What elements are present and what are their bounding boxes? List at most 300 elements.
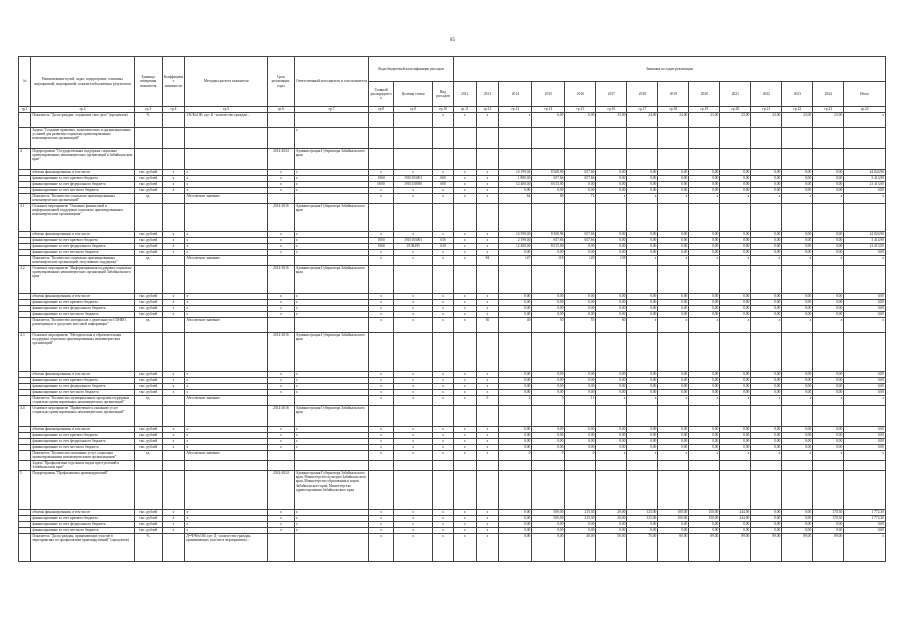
table-cell: x (267, 390, 294, 396)
col-coef: Коэффициент значимости (162, 57, 185, 107)
table-cell: x (185, 384, 268, 390)
table-cell: 2014-2016 (267, 406, 294, 427)
table-cell (689, 149, 720, 170)
table-cell: 0,00 (532, 433, 565, 439)
table-cell (476, 471, 499, 510)
table-cell (453, 204, 476, 232)
table-cell: 0,00 (499, 250, 532, 256)
table-cell: 89,00 (813, 534, 844, 562)
table-cell: x (185, 312, 268, 318)
table-cell: 0,00 (565, 390, 596, 396)
table-cell: x (433, 384, 454, 390)
table-cell: тыс. рублей (134, 170, 162, 176)
table-cell: 0,00 (499, 294, 532, 300)
table-row (19, 113, 886, 128)
table-cell: x (294, 244, 368, 250)
table-cell: x (185, 522, 268, 528)
table-cell: x (433, 378, 454, 384)
table-cell (433, 149, 454, 170)
table-cell (267, 534, 294, 562)
col-year-2015: 2015 (532, 82, 565, 107)
table-cell (134, 333, 162, 372)
table-cell: x (453, 427, 476, 433)
table-cell: 0,00 (658, 188, 689, 194)
table-cell: 0,00 (596, 170, 627, 176)
table-cell: объемы финансирования, в том числе (31, 372, 134, 378)
table-cell (658, 471, 689, 510)
table-cell: x (267, 300, 294, 306)
table-cell: x (627, 256, 658, 266)
table-cell (185, 471, 268, 510)
table-cell: Абсолютное значение (185, 194, 268, 204)
table-cell: 0,00 (720, 522, 751, 528)
table-cell: 0,00 (813, 522, 844, 528)
table-cell: 170,30 (813, 510, 844, 516)
table-cell: 0,00 (689, 176, 720, 182)
table-cell (393, 149, 432, 170)
table-cell: 0,00 (499, 510, 532, 516)
table-cell (844, 471, 886, 510)
table-cell: 0,00 (751, 244, 782, 250)
table-cell: 0,00 (532, 250, 565, 256)
table-cell (453, 128, 476, 149)
table-cell: x (267, 439, 294, 445)
table-row (19, 471, 886, 510)
table-cell: x (267, 445, 294, 451)
table-header (19, 57, 886, 107)
table-cell: x (267, 170, 294, 176)
table-cell: 0,00 (658, 250, 689, 256)
table-cell (844, 266, 886, 294)
table-cell: 1060 (369, 176, 394, 182)
table-cell: x (453, 312, 476, 318)
column-number-cell: гр.19 (689, 107, 720, 113)
table-cell: Администрация Губернатора Забайкальского края (294, 149, 368, 170)
table-cell: x (369, 378, 394, 384)
table-cell: x (162, 439, 185, 445)
table-cell: x (393, 170, 432, 176)
table-cell (844, 406, 886, 427)
table-cell (844, 204, 886, 232)
table-cell: x (267, 510, 294, 516)
table-cell: x (751, 318, 782, 333)
table-cell: x (369, 384, 394, 390)
table-cell (751, 471, 782, 510)
table-cell: x (476, 182, 499, 188)
table-cell: 0,00 (565, 182, 596, 188)
table-cell: 0,00 (627, 170, 658, 176)
table-cell (658, 266, 689, 294)
table-cell: Задача "Профилактика отдельных видов преступлений в Забайкальском крае" (31, 461, 134, 471)
table-cell (658, 406, 689, 427)
table-cell: 657,66 (532, 238, 565, 244)
table-cell: x (720, 318, 751, 333)
table-cell (596, 333, 627, 372)
table-cell: 0,00 (596, 188, 627, 194)
table-cell: 0 (499, 451, 532, 461)
table-cell: x (267, 384, 294, 390)
table-cell: 4.3 (19, 333, 31, 372)
table-cell: x (162, 232, 185, 238)
table-cell: 0,00 (782, 378, 813, 384)
table-cell: ед. (134, 396, 162, 406)
table-cell: 0,00 (751, 300, 782, 306)
table-cell (267, 451, 294, 461)
table-cell (185, 333, 268, 372)
table-cell: x (162, 372, 185, 378)
table-cell: 0,00 (596, 306, 627, 312)
table-cell: x (393, 433, 432, 439)
col-year-2013: 2013 (476, 82, 499, 107)
table-cell (565, 333, 596, 372)
table-cell: 0,00 (596, 312, 627, 318)
table-cell: 125,00 (627, 516, 658, 522)
table-cell (433, 471, 454, 510)
table-cell: x (433, 294, 454, 300)
table-cell: x (267, 232, 294, 238)
col-year-2021: 2021 (720, 82, 751, 107)
table-cell: 0 (532, 451, 565, 461)
table-cell: 0,00 (596, 244, 627, 250)
table-cell: 0,00 (689, 372, 720, 378)
table-cell: x (393, 427, 432, 433)
table-cell: 500,00 (532, 516, 565, 522)
table-cell (565, 128, 596, 149)
table-cell: 0,00 (689, 250, 720, 256)
table-cell: x (267, 372, 294, 378)
table-cell: x (162, 300, 185, 306)
table-cell: x (294, 300, 368, 306)
table-cell: x (476, 534, 499, 562)
table-cell: x (294, 378, 368, 384)
table-cell: 0,00 (532, 188, 565, 194)
table-cell: 0,00 (782, 244, 813, 250)
table-cell: x (393, 384, 432, 390)
table-cell: 8 568,96 (532, 170, 565, 176)
table-cell: 0,00 (499, 378, 532, 384)
table-cell: x (369, 232, 394, 238)
table-cell (267, 128, 294, 149)
table-cell: x (267, 238, 294, 244)
col-method: Методика расчета показателя (185, 57, 268, 107)
table-cell: 0,00 (627, 188, 658, 194)
table-cell: 0,00 (499, 306, 532, 312)
table-cell (19, 534, 31, 562)
table-cell (565, 149, 596, 170)
table-cell: 0,00 (782, 250, 813, 256)
table-cell: 0,00 (751, 516, 782, 522)
table-cell: Подпрограмма "Государственная поддержка социально ориентированных некоммерческих организаций в Забайкальском крае" (31, 149, 134, 170)
table-cell: x (369, 516, 394, 522)
column-number-cell: гр.3 (134, 107, 162, 113)
table-cell (689, 461, 720, 471)
table-cell: x (267, 176, 294, 182)
table-cell: 0,00 (720, 439, 751, 445)
table-cell: 0,00 (720, 244, 751, 250)
table-cell: 0,00 (813, 238, 844, 244)
table-cell: 0,00 (627, 312, 658, 318)
table-cell: 0,00 (844, 300, 886, 306)
table-cell: 0,00 (720, 182, 751, 188)
table-cell: x (751, 451, 782, 461)
table-cell: x (476, 244, 499, 250)
table-cell: x (782, 396, 813, 406)
table-cell: 0,00 (782, 384, 813, 390)
program-table-sheet (18, 56, 886, 562)
table-cell: 0,00 (658, 238, 689, 244)
table-cell: финансирование за счет местного бюджета (31, 250, 134, 256)
table-cell: x (185, 176, 268, 182)
table-cell: x (185, 182, 268, 188)
table-cell: 0,00 (720, 433, 751, 439)
table-cell (565, 461, 596, 471)
table-cell: тыс. рублей (134, 439, 162, 445)
table-cell: 0,00 (751, 384, 782, 390)
table-cell (433, 266, 454, 294)
table-cell: x (267, 294, 294, 300)
table-cell (813, 333, 844, 372)
table-cell (369, 406, 394, 427)
table-cell: 120 (565, 256, 596, 266)
table-cell: 25,00 (596, 113, 627, 128)
table-cell: финансирование за счет местного бюджета (31, 188, 134, 194)
table-cell: x (844, 256, 886, 266)
table-cell: x (294, 445, 368, 451)
table-cell: 1060 (369, 244, 394, 250)
table-cell: 0,00 (813, 300, 844, 306)
table-cell: 0,00 (813, 176, 844, 182)
table-cell: x (782, 318, 813, 333)
table-cell (532, 471, 565, 510)
table-cell: 0,00 (565, 244, 596, 250)
table-cell: x (185, 306, 268, 312)
table-cell: x (294, 306, 368, 312)
table-cell: 0,00 (689, 433, 720, 439)
table-cell: x (433, 113, 454, 128)
table-cell: x (294, 170, 368, 176)
table-cell (134, 471, 162, 510)
table-cell: x (185, 232, 268, 238)
table-cell: финансирование за счет федерального бюджета (31, 522, 134, 528)
table-cell (689, 333, 720, 372)
table-cell: 0,00 (751, 378, 782, 384)
table-cell: 0,00 (720, 250, 751, 256)
table-cell: 14 599,00 (499, 232, 532, 238)
table-cell (689, 128, 720, 149)
table-cell: 191R495 (393, 244, 432, 250)
col-year-2020: 2020 (689, 82, 720, 107)
table-cell: x (499, 113, 532, 128)
table-cell (393, 266, 432, 294)
table-cell: Администрация Губернатора Забайкальского края, Министерство культуры Забайкальского края, Министерство образования и науки Забайкальского края, Министерство здравоохранения Забайкальского края (294, 471, 368, 510)
table-cell: x (476, 378, 499, 384)
table-cell: 0,00 (596, 378, 627, 384)
table-cell (433, 461, 454, 471)
table-cell: 0,00 (689, 384, 720, 390)
table-body (19, 107, 886, 562)
table-cell (185, 406, 268, 427)
table-cell: x (267, 427, 294, 433)
table-cell: 0,00 (499, 534, 532, 562)
table-cell: x (476, 439, 499, 445)
table-cell: 0,00 (689, 170, 720, 176)
table-cell: x (267, 306, 294, 312)
col-executor: Ответственный исполнитель и соисполнители (294, 57, 368, 107)
table-cell: 0,00 (658, 384, 689, 390)
table-cell: x (476, 384, 499, 390)
table-cell: x (476, 312, 499, 318)
table-cell: x (782, 256, 813, 266)
table-cell: x (453, 232, 476, 238)
table-cell: 40,00 (565, 534, 596, 562)
table-cell: 138 (596, 256, 627, 266)
table-cell: 118 (532, 256, 565, 266)
table-cell: x (433, 528, 454, 534)
table-cell: 0,00 (844, 372, 886, 378)
table-cell: 0,00 (720, 294, 751, 300)
table-cell: 0,00 (813, 182, 844, 188)
table-cell: 0,00 (596, 176, 627, 182)
table-cell: x (369, 194, 394, 204)
table-cell: 0,00 (782, 433, 813, 439)
table-cell (369, 333, 394, 372)
table-cell: x (369, 433, 394, 439)
table-cell: 0 (476, 396, 499, 406)
table-cell: x (185, 170, 268, 176)
table-cell: x (720, 396, 751, 406)
table-cell: тыс. рублей (134, 445, 162, 451)
table-cell (499, 461, 532, 471)
table-cell: тыс. рублей (134, 384, 162, 390)
table-cell: ед. (134, 451, 162, 461)
table-cell: 0,00 (627, 244, 658, 250)
table-cell: 0,00 (565, 372, 596, 378)
table-cell (532, 461, 565, 471)
column-number-cell: гр.4 (162, 107, 185, 113)
table-cell: x (433, 439, 454, 445)
table-cell: 20,00 (596, 510, 627, 516)
table-cell: 0,00 (689, 439, 720, 445)
table-cell: x (453, 300, 476, 306)
table-row (19, 396, 886, 406)
table-cell: x (453, 522, 476, 528)
table-cell: 0,00 (627, 445, 658, 451)
table-cell: x (162, 294, 185, 300)
table-cell: 0,00 (782, 522, 813, 528)
table-cell: 0,00 (751, 232, 782, 238)
table-cell: 0,00 (499, 188, 532, 194)
table-cell: 12 400,00 (499, 244, 532, 250)
table-cell: 24 824,96 (844, 170, 886, 176)
table-cell: 0,00 (844, 522, 886, 528)
table-cell: x (433, 534, 454, 562)
table-cell: 0,00 (720, 238, 751, 244)
table-cell: 100,00 (658, 510, 689, 516)
table-cell (596, 149, 627, 170)
table-cell (782, 128, 813, 149)
table-cell (720, 471, 751, 510)
table-cell: 80,00 (658, 534, 689, 562)
table-cell (393, 471, 432, 510)
table-cell: 0,00 (658, 390, 689, 396)
table-cell: x (294, 384, 368, 390)
table-cell: Основное мероприятие "Методическая и образовательная поддержка социально ориентированных некоммерческих организаций" (31, 333, 134, 372)
table-cell: 8 013,00 (532, 244, 565, 250)
column-number-cell: гр.23 (813, 107, 844, 113)
table-cell: x (185, 188, 268, 194)
table-cell: 0,00 (689, 244, 720, 250)
table-cell: 0,00 (720, 170, 751, 176)
table-cell: 0,00 (782, 176, 813, 182)
table-cell: 84 (476, 256, 499, 266)
table-cell: 0,00 (532, 427, 565, 433)
table-cell: x (393, 372, 432, 378)
table-cell: 0,00 (751, 439, 782, 445)
table-cell: x (596, 451, 627, 461)
table-cell (294, 396, 368, 406)
table-cell (627, 461, 658, 471)
table-cell: 0,00 (813, 306, 844, 312)
table-cell: 0,00 (782, 300, 813, 306)
table-cell (369, 128, 394, 149)
table-cell (267, 194, 294, 204)
table-cell: 0,00 (720, 378, 751, 384)
table-cell: 1-К/Кх100, где: К - количество граждан... (185, 113, 268, 128)
table-cell: 0,00 (499, 312, 532, 318)
table-cell: тыс. рублей (134, 516, 162, 522)
table-cell: 1910103001 (393, 238, 432, 244)
table-cell: 244,00 (720, 516, 751, 522)
table-cell: Основное мероприятие "Привлечение к оказанию услуг социально ориентированных некоммерческих организаций" (31, 406, 134, 427)
table-cell: 0,00 (596, 445, 627, 451)
table-cell: x (393, 451, 432, 461)
table-cell: 89,00 (751, 534, 782, 562)
table-cell: 657,66 (565, 232, 596, 238)
table-cell: x (453, 534, 476, 562)
table-cell: x (453, 390, 476, 396)
table-row (19, 149, 886, 170)
table-cell: 2014-2024 (267, 149, 294, 170)
table-cell: 0,00 (689, 390, 720, 396)
table-cell: x (476, 372, 499, 378)
table-cell: 0,00 (813, 390, 844, 396)
table-cell: 0,00 (689, 378, 720, 384)
table-cell: тыс. рублей (134, 522, 162, 528)
table-cell: 147 (499, 256, 532, 266)
column-number-cell: гр.8 (369, 107, 394, 113)
table-cell: 8 568,96 (532, 232, 565, 238)
table-cell: x (267, 182, 294, 188)
table-cell: 0,00 (751, 170, 782, 176)
table-cell: объемы финансирования, в том числе (31, 294, 134, 300)
table-cell: x (433, 300, 454, 306)
table-cell: 24 824,96 (844, 232, 886, 238)
table-cell: x (267, 433, 294, 439)
table-cell: x (433, 445, 454, 451)
table-cell: 0,00 (720, 384, 751, 390)
table-cell: x (185, 427, 268, 433)
table-cell (532, 333, 565, 372)
table-cell (596, 461, 627, 471)
table-cell (813, 128, 844, 149)
table-cell: 50,00 (596, 534, 627, 562)
table-cell: 0,00 (782, 312, 813, 318)
table-cell: x (720, 451, 751, 461)
table-cell (267, 256, 294, 266)
table-cell: 23,00 (689, 113, 720, 128)
table-cell: Показатель "Доля граждан, создавших свое дело" (процентов) (31, 113, 134, 128)
col-year-2018: 2018 (627, 82, 658, 107)
